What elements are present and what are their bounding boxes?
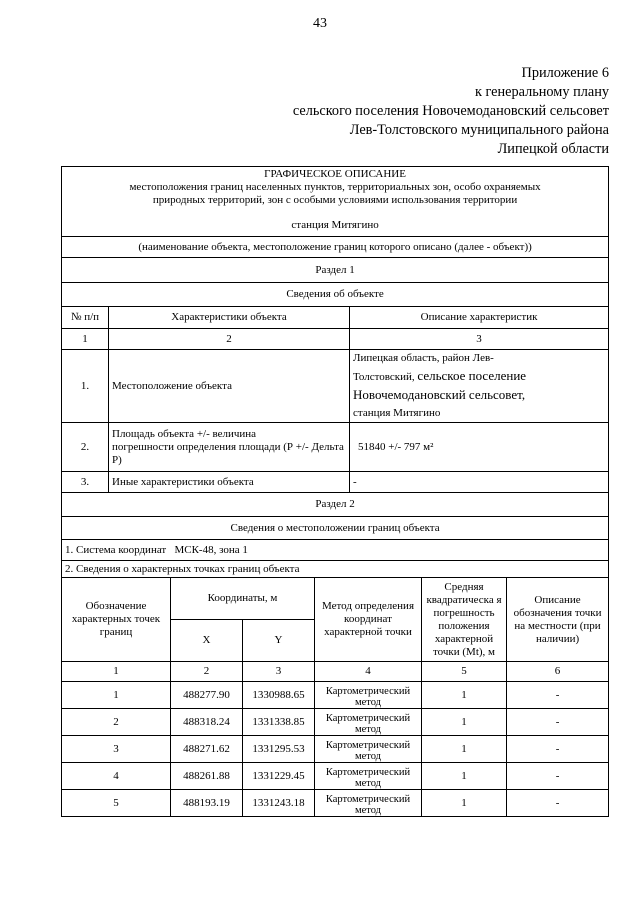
point-method bbox=[315, 709, 422, 736]
col-number: 2 bbox=[109, 329, 350, 350]
col-header-characteristic: Характеристики объекта bbox=[109, 307, 350, 329]
characteristic-line: погрешности определения площади (Р +/- Дельта bbox=[112, 440, 344, 453]
point-method bbox=[315, 736, 422, 763]
row-description bbox=[350, 350, 609, 423]
document-subtitle: природных территорий, зон с особыми условиями использования территории bbox=[152, 194, 518, 206]
col-header-marking: Описание обозначения точки на местности (при наличии) bbox=[507, 578, 609, 662]
point-marking: - bbox=[507, 763, 609, 790]
document-header bbox=[62, 167, 609, 237]
location-text: сельское поселение bbox=[417, 368, 527, 383]
row-number: 1. bbox=[62, 350, 109, 423]
table-row bbox=[62, 736, 609, 763]
point-marking: - bbox=[507, 709, 609, 736]
col-header-coordinates: Координаты, м bbox=[171, 578, 315, 620]
appendix-line: к генеральному плану bbox=[474, 84, 609, 100]
col-number: 3 bbox=[243, 662, 315, 682]
section1-row bbox=[62, 350, 609, 423]
points-number-row bbox=[62, 662, 609, 682]
table-row bbox=[62, 790, 609, 817]
point-x: 488193.19 bbox=[171, 790, 243, 817]
section1-subtitle: Сведения об объекте bbox=[62, 283, 609, 307]
characteristic-line: Площадь объекта +/- величина bbox=[112, 427, 257, 440]
point-mt: 1 bbox=[422, 790, 507, 817]
point-x: 488318.24 bbox=[171, 709, 243, 736]
row-number: 2. bbox=[62, 423, 109, 472]
table-row bbox=[62, 709, 609, 736]
point-method-text: Картометрический метод bbox=[325, 713, 411, 735]
table-row bbox=[62, 682, 609, 709]
graphic-description-table bbox=[61, 166, 609, 817]
row-characteristic bbox=[109, 423, 350, 472]
point-marking: - bbox=[507, 790, 609, 817]
point-mt: 1 bbox=[422, 736, 507, 763]
row-characteristic: Местоположение объекта bbox=[109, 350, 350, 423]
col-number: 1 bbox=[62, 329, 109, 350]
row-characteristic: Иные характеристики объекта bbox=[109, 472, 350, 493]
point-method bbox=[315, 790, 422, 817]
location-text: станция Митягино bbox=[353, 407, 441, 419]
point-y: 1331243.18 bbox=[243, 790, 315, 817]
col-header-description: Описание характеристик bbox=[350, 307, 609, 329]
point-y: 1331338.85 bbox=[243, 709, 315, 736]
points-header-row bbox=[62, 578, 609, 620]
point-mt: 1 bbox=[422, 682, 507, 709]
col-number: 6 bbox=[507, 662, 609, 682]
point-method-text: Картометрический метод bbox=[325, 740, 411, 762]
point-mt: 1 bbox=[422, 709, 507, 736]
point-x: 488271.62 bbox=[171, 736, 243, 763]
location-text: Новочемодановский сельсовет, bbox=[353, 387, 526, 402]
row-description: 51840 +/- 797 м² bbox=[350, 423, 609, 472]
coord-system: 1. Система координат МСК-48, зона 1 bbox=[62, 540, 609, 561]
location-text: Липецкая область, район Лев- bbox=[353, 352, 494, 364]
point-method-text: Картометрический метод bbox=[325, 767, 411, 789]
col-header-accuracy: Средняя квадратическа я погрешность положения характерной точки (Mt), м bbox=[422, 578, 507, 662]
col-header-x: X bbox=[171, 620, 243, 662]
point-id: 2 bbox=[62, 709, 171, 736]
col-number: 3 bbox=[350, 329, 609, 350]
col-number: 4 bbox=[315, 662, 422, 682]
col-number: 2 bbox=[171, 662, 243, 682]
row-number: 3. bbox=[62, 472, 109, 493]
appendix-line: Лев-Толстовского муниципального района bbox=[349, 122, 609, 138]
points-title: 2. Сведения о характерных точках границ объекта bbox=[62, 561, 609, 578]
document-title: ГРАФИЧЕСКОЕ ОПИСАНИЕ bbox=[264, 168, 406, 180]
col-header-designation: Обозначение характерных точек границ bbox=[62, 578, 171, 662]
section1-title: Раздел 1 bbox=[62, 258, 609, 283]
appendix-line: Липецкой области bbox=[497, 141, 609, 157]
characteristic-line: Р) bbox=[112, 453, 122, 466]
table-row bbox=[62, 763, 609, 790]
section2-subtitle: Сведения о местоположении границ объекта bbox=[62, 517, 609, 540]
row-description: - bbox=[350, 472, 609, 493]
section1-number-row bbox=[62, 329, 609, 350]
section1-header-row bbox=[62, 307, 609, 329]
section1-row bbox=[62, 423, 609, 472]
point-marking: - bbox=[507, 682, 609, 709]
point-id: 5 bbox=[62, 790, 171, 817]
point-mt: 1 bbox=[422, 763, 507, 790]
point-id: 1 bbox=[62, 682, 171, 709]
point-y: 1331295.53 bbox=[243, 736, 315, 763]
col-number: 1 bbox=[62, 662, 171, 682]
point-y: 1331229.45 bbox=[243, 763, 315, 790]
document-subtitle: местоположения границ населенных пунктов, территориальных зон, особо охраняемых bbox=[129, 181, 541, 193]
page-number: 43 bbox=[313, 16, 327, 31]
point-x: 488277.90 bbox=[171, 682, 243, 709]
col-header-num: № п/п bbox=[62, 307, 109, 329]
point-method bbox=[315, 763, 422, 790]
point-method bbox=[315, 682, 422, 709]
document-header-row bbox=[62, 167, 609, 237]
appendix-line: Приложение 6 bbox=[521, 65, 609, 81]
col-header-y: Y bbox=[243, 620, 315, 662]
point-method-text: Картометрический метод bbox=[325, 794, 411, 816]
section1-row bbox=[62, 472, 609, 493]
point-method-text: Картометрический метод bbox=[325, 686, 411, 708]
section2-title: Раздел 2 bbox=[62, 493, 609, 517]
col-header-method: Метод определения координат характерной точки bbox=[315, 578, 422, 662]
appendix-header bbox=[293, 64, 609, 159]
object-name: станция Митягино bbox=[291, 219, 379, 231]
point-id: 4 bbox=[62, 763, 171, 790]
point-y: 1330988.65 bbox=[243, 682, 315, 709]
location-text: Толстовский, bbox=[353, 371, 415, 383]
object-caption: (наименование объекта, местоположение границ которого описано (далее - объект)) bbox=[62, 237, 609, 258]
point-x: 488261.88 bbox=[171, 763, 243, 790]
col-number: 5 bbox=[422, 662, 507, 682]
point-marking: - bbox=[507, 736, 609, 763]
point-id: 3 bbox=[62, 736, 171, 763]
appendix-line: сельского поселения Новочемодановский сельсовет bbox=[292, 103, 609, 119]
